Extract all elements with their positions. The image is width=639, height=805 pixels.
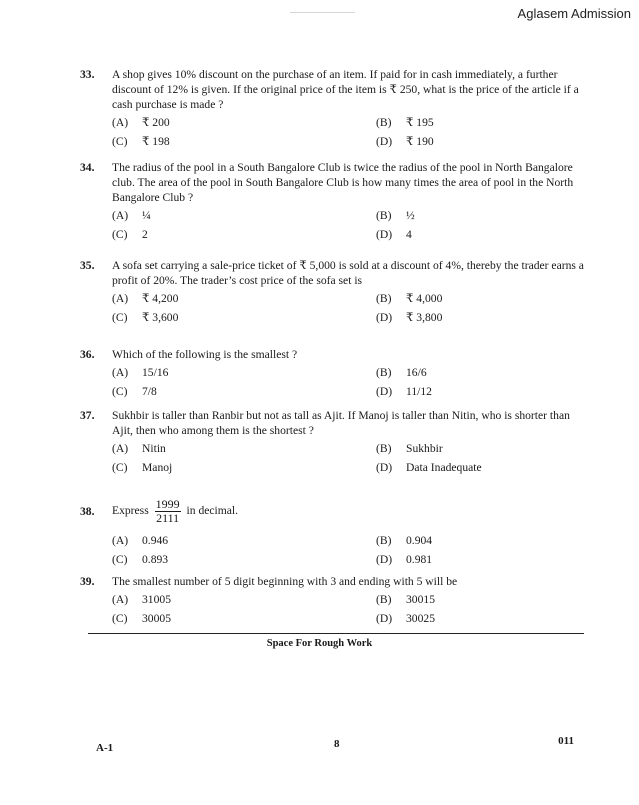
option-value: 30025: [406, 612, 435, 625]
option-label: (B): [376, 292, 392, 305]
option-label: (D): [376, 385, 393, 398]
option-label: (C): [112, 135, 128, 148]
option-value: Data Inadequate: [406, 461, 482, 474]
question-number: 34.: [80, 161, 95, 174]
option-value: ₹ 3,800: [406, 311, 443, 324]
option-value: 0.981: [406, 553, 433, 566]
question-text: The radius of the pool in a South Bangalore Club is twice the radius of the pool in North Bangalore club. The area of the pool in South Bangalore Club is how many times the area of pool in the North Bangalore Club ?: [112, 161, 574, 204]
option-value: ₹ 198: [142, 135, 170, 148]
option-value: ₹ 4,000: [406, 292, 443, 305]
fraction: [155, 498, 181, 525]
question-36: [80, 347, 590, 399]
question-text: Sukhbir is taller than Ranbir but not as tall as Ajit. If Manoj is taller than Nitin, who is shorter than Ajit, then who among them is the shortest ?: [112, 409, 570, 437]
option-label: (B): [376, 593, 392, 606]
booklet-code: A-1: [96, 742, 114, 754]
question-number: 35.: [80, 259, 95, 272]
option-value: 30005: [142, 612, 171, 625]
option-value: Nitin: [142, 442, 166, 455]
option-label: (C): [112, 553, 128, 566]
question-number: 39.: [80, 575, 95, 588]
rough-work-label: Space For Rough Work: [266, 638, 373, 649]
option-label: (B): [376, 366, 392, 379]
option-label: (C): [112, 311, 128, 324]
question-text: A shop gives 10% discount on the purchase of an item. If paid for in cash immediately, a further discount of 12% is given. If the original price of the item is ₹ 250, what is the price of the article if a cash purchase is made ?: [112, 68, 579, 111]
question-35: [80, 258, 590, 325]
question-text-suffix: in decimal.: [186, 504, 239, 518]
option-value: Manoj: [142, 461, 173, 474]
question-38: [80, 498, 590, 567]
option-label: (B): [376, 209, 392, 222]
option-value: 31005: [142, 593, 171, 606]
option-label: (C): [112, 612, 128, 625]
question-text: A sofa set carrying a sale-price ticket of ₹ 5,000 is sold at a discount of 4%, thereby the trader earns a profit of 20%. The trader’s cost price of the sofa set is: [112, 259, 584, 287]
option-label: (A): [112, 292, 129, 305]
option-label: (D): [376, 612, 393, 625]
option-value: ₹ 4,200: [142, 292, 179, 305]
question-number: 36.: [80, 348, 95, 361]
question-text: The smallest number of 5 digit beginning with 3 and ending with 5 will be: [112, 575, 458, 588]
option-label: (A): [112, 593, 129, 606]
question-37: [80, 408, 590, 475]
question-text: Which of the following is the smallest ?: [112, 348, 298, 361]
fraction-numerator: 1999: [155, 497, 180, 511]
question-text: Express: [112, 504, 149, 518]
question-33: [80, 67, 590, 149]
option-label: (A): [112, 116, 129, 129]
option-value: 2: [142, 228, 148, 241]
scan-artifact-line: [290, 12, 355, 13]
option-value: 0.904: [406, 534, 433, 547]
option-value: ₹ 200: [142, 116, 170, 129]
option-value: 16/6: [406, 366, 427, 379]
option-label: (A): [112, 534, 129, 547]
option-label: (D): [376, 461, 393, 474]
option-value: ₹ 195: [406, 116, 434, 129]
rough-work-divider: [88, 633, 584, 634]
option-label: (D): [376, 553, 393, 566]
option-value: 0.893: [142, 553, 169, 566]
option-value: ₹ 3,600: [142, 311, 179, 324]
question-34: [80, 160, 590, 242]
option-label: (A): [112, 366, 129, 379]
option-label: (B): [376, 534, 392, 547]
page-number: 8: [334, 738, 340, 750]
option-value: 11/12: [406, 385, 432, 398]
option-value: Sukhbir: [406, 442, 443, 455]
paper-code: 011: [558, 735, 574, 747]
question-number: 38.: [80, 505, 95, 518]
option-label: (C): [112, 385, 128, 398]
option-value: ¼: [142, 209, 151, 222]
fraction-denominator: 2111: [156, 511, 180, 525]
option-label: (B): [376, 116, 392, 129]
option-label: (B): [376, 442, 392, 455]
option-value: 15/16: [142, 366, 169, 379]
option-label: (D): [376, 135, 393, 148]
option-label: (D): [376, 228, 393, 241]
question-number: 33.: [80, 68, 95, 81]
watermark-text: Aglasem Admission: [517, 6, 631, 21]
option-value: ₹ 190: [406, 135, 434, 148]
option-value: 0.946: [142, 534, 169, 547]
option-label: (C): [112, 461, 128, 474]
option-label: (C): [112, 228, 128, 241]
option-label: (D): [376, 311, 393, 324]
option-value: 4: [406, 228, 412, 241]
option-label: (A): [112, 209, 129, 222]
option-value: 7/8: [142, 385, 157, 398]
option-label: (A): [112, 442, 129, 455]
question-number: 37.: [80, 409, 95, 422]
option-value: 30015: [406, 593, 435, 606]
option-value: ½: [406, 209, 415, 222]
question-39: [80, 574, 590, 626]
